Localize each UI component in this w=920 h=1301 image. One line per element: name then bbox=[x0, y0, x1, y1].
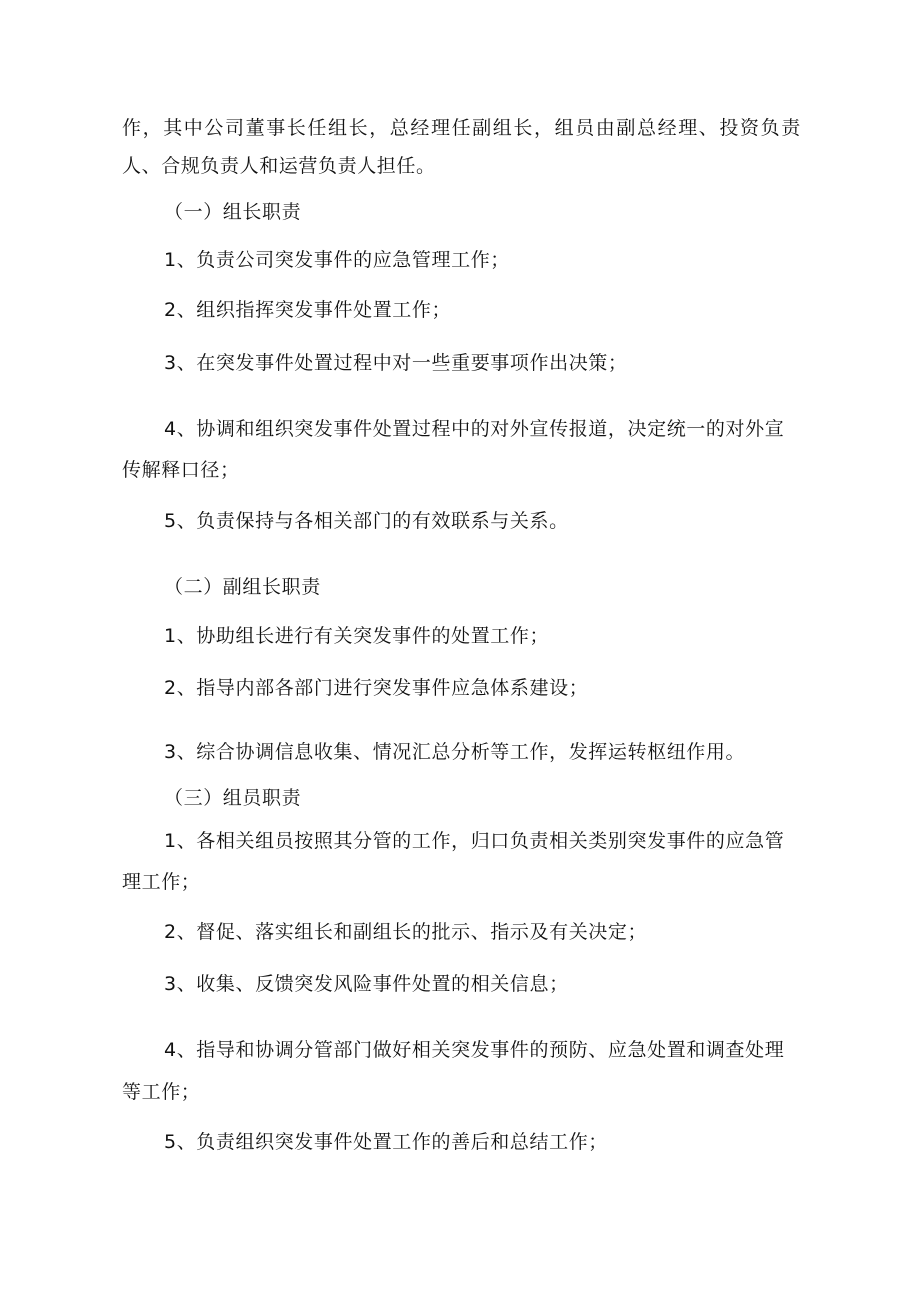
list-item-continuation: 理工作； bbox=[122, 871, 201, 893]
list-item: 1、负责公司突发事件的应急管理工作； bbox=[164, 249, 510, 271]
list-item: 3、综合协调信息收集、情况汇总分析等工作，发挥运转枢纽作用。 bbox=[164, 741, 746, 763]
list-item-continuation: 传解释口径； bbox=[122, 459, 240, 481]
list-item: 3、收集、反馈突发风险事件处置的相关信息； bbox=[164, 973, 569, 995]
list-item-continuation: 等工作； bbox=[122, 1081, 201, 1103]
list-item: 4、协调和组织突发事件处置过程中的对外宣传报道，决定统一的对外宣 bbox=[164, 418, 785, 440]
list-item: 1、协助组长进行有关突发事件的处置工作； bbox=[164, 625, 550, 647]
list-item: 2、指导内部各部门进行突发事件应急体系建设； bbox=[164, 677, 589, 699]
section-heading-leader: （一）组长职责 bbox=[164, 201, 302, 223]
section-heading-deputy: （二）副组长职责 bbox=[164, 576, 321, 598]
list-item: 2、组织指挥突发事件处置工作； bbox=[164, 299, 452, 321]
section-heading-member: （三）组员职责 bbox=[164, 787, 302, 809]
list-item: 5、负责组织突发事件处置工作的善后和总结工作； bbox=[164, 1131, 608, 1153]
list-item: 4、指导和协调分管部门做好相关突发事件的预防、应急处置和调查处理 bbox=[164, 1039, 785, 1061]
list-item: 3、在突发事件处置过程中对一些重要事项作出决策； bbox=[164, 352, 628, 374]
paragraph-line-1: 作，其中公司董事长任组长，总经理任副组长，组员由副总经理、投资负责 bbox=[122, 117, 802, 139]
list-item: 2、督促、落实组长和副组长的批示、指示及有关决定； bbox=[164, 921, 648, 943]
list-item: 1、各相关组员按照其分管的工作，归口负责相关类别突发事件的应急管 bbox=[164, 830, 785, 852]
list-item: 5、负责保持与各相关部门的有效联系与关系。 bbox=[164, 510, 569, 532]
paragraph-line-2: 人、合规负责人和运营负责人担任。 bbox=[122, 155, 436, 177]
